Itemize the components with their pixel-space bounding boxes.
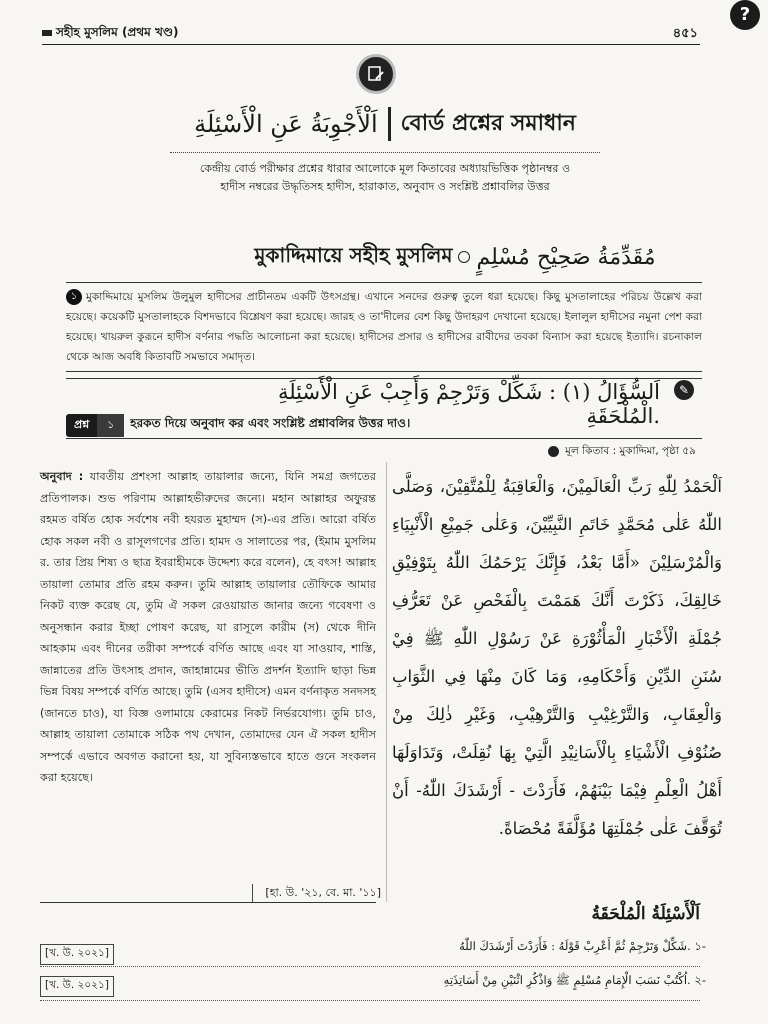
question-divider: [40, 1000, 700, 1001]
title-separator: [388, 107, 391, 141]
associated-question: اُكْتُبْ نَسَبَ الْإِمَامِ مُسْلِمٍ ﷺ وَاذْكُرِ اثْنَيْنِ مِنْ أَسَاتِذَتِهِ. ২-: [443, 973, 706, 987]
section-title: [240, 242, 670, 272]
document-edit-icon: [356, 54, 396, 94]
question-number: ১: [97, 414, 124, 437]
translation-block: [40, 466, 376, 789]
section-divider: [40, 902, 376, 903]
section-title-arabic: مُقَدِّمَةُ صَحِيْحِ مُسْلِمٍ: [476, 244, 656, 270]
source-reference: মূল কিতাব : মুকাদ্দিমা, পৃষ্ঠা ৫৯: [400, 444, 696, 461]
question-arabic: اَلسُّؤَالُ (١) : شَكِّلْ وَتَرْجِمْ وَأَجِبْ عَنِ الْأَسْئِلَةِ الْمُلْحَقَةِ.: [277, 380, 660, 428]
book-icon: [548, 446, 559, 457]
translation-label: অনুবাদ :: [40, 470, 84, 483]
question-badge: প্রশ্ন: [66, 414, 97, 437]
intro-number-badge: ১: [66, 289, 82, 305]
subtitle-line-2: হাদীস নম্বরের উদ্ধৃতিসহ হাদীস, হারাকাত, অনুবাদ ও সংশ্লিষ্ট প্রশ্নাবলির উত্তর: [220, 180, 550, 193]
associated-questions-title: اَلْأَسْئِلَةُ الْمُلْحَقَةُ: [591, 904, 700, 924]
title-bangla: বোর্ড প্রশ্নের সমাধান: [400, 110, 576, 136]
book-title: সহীহ মুসলিম (প্রথম খণ্ড): [56, 25, 179, 39]
exam-tag: [খ. উ. ২০২১]: [40, 976, 114, 997]
header-divider: [42, 44, 700, 45]
square-bullet-icon: [42, 30, 52, 36]
translation-text: যাবতীয় প্রশংসা আল্লাহ তায়ালার জন্যে, যিনি সমগ্র জগতের প্রতিপালক। শুভ পরিণাম আল্লাহভীরুদের জন্যে। মহান আল্লাহর অফুরন্ত রহমত বর্ষিত হোক সর্বশেষ নবী হযরত মুহাম্মদ (স)-এর প্রতি। আরো বর্ষিত হোক সকল নবী ও রাসূলগণের প্রতি। হামদ ও সালাতের পর, (ইমাম মুসলিম র. তার প্রিয় শিষ্য ও ছাত্র ইবরাহীমকে উদ্দেশ্য করে বলেন), হে বৎস! আল্লাহ তায়ালা তোমার প্রতি রহম করুন। তুমি আল্লাহ তায়ালার তৌফিকে আমার নিকট ব্যক্ত করেছ যে, তুমি ঐ সকল রেওয়ায়াত জানার জন্যে গবেষণা ও অনুসন্ধান করার ইচ্ছা পোষণ করেছ, যা রাসূলে কারীম (স) থেকে দীনি আহকাম এবং দীনের তরীকা সম্পর্কে বর্ণিত আছে এবং যা সাওয়াব, শাস্তি, জান্নাতের প্রতি উৎসাহ প্রদান, জাহান্নামের ভীতি প্রদর্শন ইত্যাদি ছাড়া ভিন্ন ভিন্ন বিষয় সম্পর্কে বর্ণিত আছে। তুমি (এসব হাদীসে) এমন বর্ণনাকৃত সনদসহ (জানতে চাও), যা বিজ্ঞ ওলামায়ে কেরামের নিকট নির্ভরযোগ্য। তুমি চাও, আল্লাহ তায়ালা তোমাকে সঠিক পথ দেখান, তোমাদের যেন ঐ সকল হাদীস সম্পর্কে এভাবে অবগত করানো হয়, যা সুবিন্যস্তভাবে হাতে গুনে সংকলন করা হয়েছে।: [40, 470, 376, 784]
column-divider: [386, 462, 387, 902]
question-instruction-row: [66, 414, 702, 436]
exam-tag: [খ. উ. ২০২১]: [40, 944, 114, 965]
page-number: ৪৫১: [672, 26, 698, 41]
subtitle-line-1: কেন্দ্রীয় বোর্ড পরীক্ষার প্রশ্নের ধারার আলোকে মূল কিতাবের অধ্যায়ভিত্তিক পৃষ্ঠানম্বর ও: [199, 162, 571, 175]
question-divider: [40, 966, 700, 967]
help-icon[interactable]: ?: [730, 0, 760, 30]
intro-text: মুকাদ্দিমায়ে মুসলিম উলুমুল হাদীসের প্রাচীনতম একটি উৎসগ্রন্থ। এখানে সনদের গুরুত্ব তুলে ধরা হয়েছে। কিছু মুসতালাহের পরিচয় উল্লেখ করা হয়েছে। কয়েকটি মুসতালাহকে বিশদভাবে বিশ্লেষণ করা হয়েছে। জারহ ও তা'দীলের বেশ কিছু উদাহরণ দেখানো হয়েছে। ইলালুল হাদীসের নমুনা পেশ করা হয়েছে। খায়রুল কুরূনে হাদীস বর্ণনার পদ্ধতি আলোচনা করা হয়েছে। হাদীসের প্রসার ও হাদীসের রাবীদের তবকা বিন্যাস করা হয়েছে ইত্যাদি। রচনাকাল থেকে আজ অবধি কিতাবটি সমভাবে সমাদৃত।: [66, 291, 702, 363]
title-arabic: اَلْأَجْوِبَةُ عَنِ الْأَسْئِلَةِ: [194, 110, 378, 138]
question-instruction: হরকত দিয়ে অনুবাদ কর এবং সংশ্লিষ্ট প্রশ্নাবলির উত্তর দাও।: [130, 416, 411, 430]
arabic-hadith-text: اَلْحَمْدُ لِلّٰهِ رَبِّ الْعَالَمِيْنَ، وَالْعَاقِبَةُ لِلْمُتَّقِيْنَ، وَصَلَّى اللّٰهُ عَلٰى مُحَمَّدٍ خَاتَمِ النَّبِيِّيْنَ، وَعَلٰى جَمِيْعِ الْأَنْبِيَاءِ وَالْمُرْسَلِيْنَ «أَمَّا بَعْدُ، فَإِنَّكَ يَرْحَمُكَ اللّٰهُ بِتَوْفِيْقِ خَالِقِكَ، ذَكَرْتَ أَنَّكَ هَمَمْتَ بِالْفَحْصِ عَنْ تَعَرُّفِ جُمْلَةِ الْأَخْبَارِ الْمَأْثُوْرَةِ عَنْ رَسُوْلِ اللّٰهِ ﷺ فِيْ سُنَنِ الدِّيْنِ وَأَحْكَامِهِ، وَمَا كَانَ مِنْهَا فِي الثَّوَابِ وَالْعِقَابِ، وَالتَّرْغِيْبِ وَالتَّرْهِيْبِ، وَغَيْرِ ذٰلِكَ مِنْ صُنُوْفِ الْأَشْيَاءِ بِالْأَسَانِيْدِ الَّتِيْ بِهَا نُقِلَتْ، وَتَدَاوَلَهَا أَهْلُ الْعِلْمِ فِيْمَا بَيْنَهُمْ، فَأَرَدْتَ - أَرْشَدَكَ اللّٰهُ- أَنْ تُوَقَّفَ عَلٰى جُمْلَتِهَا مُؤَلَّفَةً مُحْصَاةً.: [392, 477, 722, 838]
translation-reference: [হা. উ. '২১, বে. মা. '১১]: [252, 884, 381, 903]
running-header: [42, 24, 179, 44]
intro-box: [66, 282, 702, 372]
lightbulb-icon: ✎: [674, 380, 694, 400]
section-title-bangla: মুকাদ্দিমায়ে সহীহ মুসলিম: [254, 242, 453, 267]
circle-bullet-icon: [458, 251, 470, 263]
page-title: [190, 104, 580, 144]
instruction-divider: [66, 438, 702, 439]
title-divider: [170, 152, 600, 153]
associated-question: شَكِّلْ وَتَرْجِمْ ثُمَّ أَعْرِبْ قَوْلَهُ : فَأَرَدْتَ أَرْشَدَكَ اللّٰهُ. ১-: [459, 939, 706, 953]
